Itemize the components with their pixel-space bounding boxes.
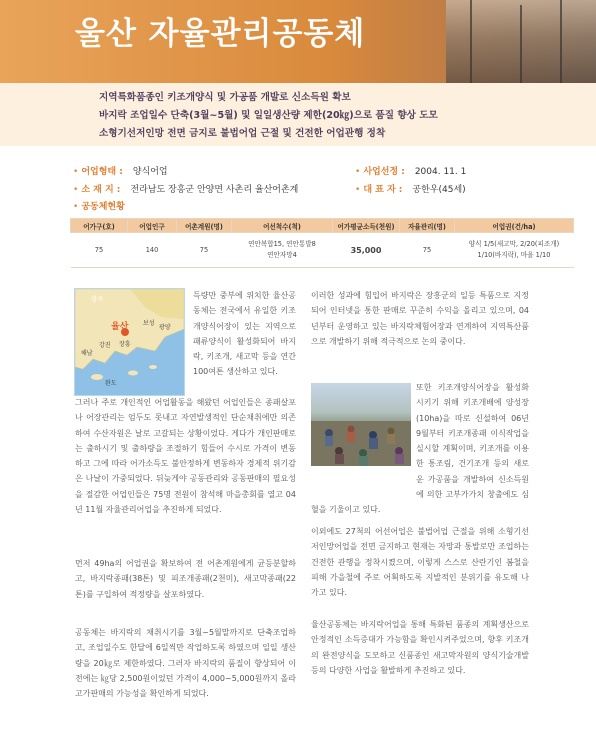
table-cell: 양식 1/5(새고막, 2/20(피조개) 1/10(바지락), 마을 1/10 [455, 233, 574, 268]
bullet-icon: • [73, 185, 79, 195]
col-vessels: 어선척수(척) [232, 219, 333, 233]
boat-mast [470, 0, 472, 83]
location-map [74, 288, 185, 396]
table-cell: 연안복합15, 연안통발8 연안자망4 [232, 233, 333, 268]
col1-intro: 득량만 중부에 위치한 율산공동체는 전국에서 유일한 키조개양식어장이 있는 지역으로 패류양식이 활성화되어 바지락, 키조개, 새고막 등을 연간 100여톤 생산하고 있다. [193, 291, 296, 377]
map-label: 해남 [81, 350, 93, 357]
page-title: 울산 자율관리공동체 [75, 16, 366, 52]
col-members: 어촌계원(명) [177, 219, 232, 233]
boat-mast [560, 0, 562, 83]
map-label: 율산 [111, 322, 129, 332]
bullet-icon: • [355, 185, 361, 195]
map-label: 광주 [91, 295, 104, 303]
table-cell: 75 [400, 233, 455, 268]
map-label: 장흥 [119, 341, 131, 348]
col2-paragraph-3: 이외에도 27척의 어선어업은 불법어업 근절을 위해 소형기선저인망어업을 전면 금지하고 현재는 자망과 통발로만 조업하는 건전한 관행을 정착시켰으며, 이렇게 스스로 산란기인 봄철을 피해 가을철에 주로 어획하도록 지발적인 분위기를 유도해 나가고 있다. [311, 527, 529, 598]
col-fishing-rights: 어업권(건/ha) [455, 219, 574, 233]
info-representative: • 대 표 자 : 공한우(45세) [355, 185, 466, 195]
info-date: • 사업선정 : 2004. 11. 1 [355, 167, 467, 177]
map-label: 보성 [143, 320, 155, 327]
bullet-icon: • [73, 167, 79, 177]
table-cell: 35,000 [333, 233, 400, 268]
col2-paragraph-4: 율산공동체는 바지락어업을 통해 특화된 품종의 계획생산으로 안정적인 소득증대가 가능함을 확인시켜주었으며, 향후 키조개의 완전양식을 도모하고 신품종인 새고막자원의 양식기술개발 등의 다양한 사업을 활발하게 추진하고 있다. [311, 620, 529, 675]
table-cell: 75 [177, 233, 232, 268]
col2-paragraph-2-text: 또한 키조개양식어장을 활성화시키기 위해 키조개배에 양성장(10ha)을 따로 신설하여 06년 9월부터 키조개종패 이식작업을 실시할 계획이며, 키조개를 이용한 통조림, 건기조개 등의 새로운 가공품을 개발하여 신소득원에 의한 고부가가치 창출에도 심혈을 기울이고 있다. [311, 383, 529, 515]
col-income: 어가평균소득(천원) [333, 219, 400, 233]
map-label: 강진 [99, 342, 111, 349]
table-row [71, 233, 574, 268]
info-location: • 소 재 지 : 전라남도 장흥군 안양면 사촌리 율산어촌계 [73, 185, 299, 195]
summary-box [0, 83, 596, 146]
map-label: 광양 [159, 324, 171, 331]
col-population: 어업인구 [128, 219, 177, 233]
info-type: • 어업형태 : 양식어업 [73, 167, 168, 177]
community-stats-table [70, 218, 574, 268]
map-graphic [75, 289, 184, 395]
col1-paragraph-1: 그러나 주로 개인적인 어업활동을 해왔던 어업인들은 종패살포나 어장관리는 엄두도 못내고 자연발생적인 단순채취에만 의존하여 수산자원은 날로 고갈되는 상황이었다. 게다가 개인판매로는 출하시기 및 출하량을 조절하기 힘들어 수시로 가격이 변동하고 그에 따라 어가소득도 불안정하게 변동하자 경제적 위기감은 나날이 가중되었다. 뒤늦게야 공동관리와 공동판매의 필요성을 절감한 어업인들은 75명 전원이 참석해 마을총회를 열고 04년 11월 자율관리어업을 추진하게 되었다. [75, 398, 296, 515]
col2-paragraph-2 [311, 380, 529, 518]
col-households: 어가구(호) [71, 219, 128, 233]
summary-line: 바지락 조업일수 단축(3월~5월) 및 일일생산량 제한(20㎏)으로 품질 향상 도모 [99, 110, 438, 121]
col1-paragraph-2: 먼저 49ha의 어업권을 확보하여 전 어촌계원에게 균등분할하고, 바지락종패(38톤) 및 피조개종패(2천미), 새고막종패(22톤)를 구입하여 적정량을 살포하였다. [75, 559, 296, 599]
col-self-managed: 자율관리(명) [400, 219, 455, 233]
summary-line: 소형기선저인망 전면 금지로 불법어업 근절 및 건전한 어업관행 정착 [99, 128, 386, 139]
col1-paragraph-3: 공동체는 바지락의 채취시기를 3월~5월말까지로 단축조업하고, 조업일수도 한달에 6일씩만 작업하도록 하였으며 일일 생산량을 20㎏로 제한하였다. 그러자 바지락의 품질이 향상되어 이전에는 ㎏당 2,500원이었던 가격이 4,000~5,000원까지 올라 고가판매의 가능성을 확인하게 되었다. [75, 628, 296, 699]
boat-mast [520, 5, 522, 83]
info-status: • 공동체현황 [73, 202, 125, 212]
map-label: 완도 [105, 380, 117, 387]
summary-line: 지역특화품종인 키조개양식 및 가공품 개발로 신소득원 확보 [99, 92, 351, 103]
table-cell: 75 [71, 233, 128, 268]
table-cell: 140 [128, 233, 177, 268]
bullet-icon: • [355, 167, 361, 177]
header-banner [0, 0, 596, 83]
col2-paragraph-1: 이러한 성과에 힘입어 바지락은 장흥군의 일등 특품으로 지정되어 인터넷을 통한 판매로 꾸준히 수익을 올리고 있으며, 04년부터 운영하고 있는 바지락체험어장과 연계하여 지역특산품으로 개발하기 위해 적극적으로 논의 중이다. [311, 291, 529, 346]
photo-float-spacer [311, 380, 416, 487]
bullet-icon: • [73, 202, 79, 212]
